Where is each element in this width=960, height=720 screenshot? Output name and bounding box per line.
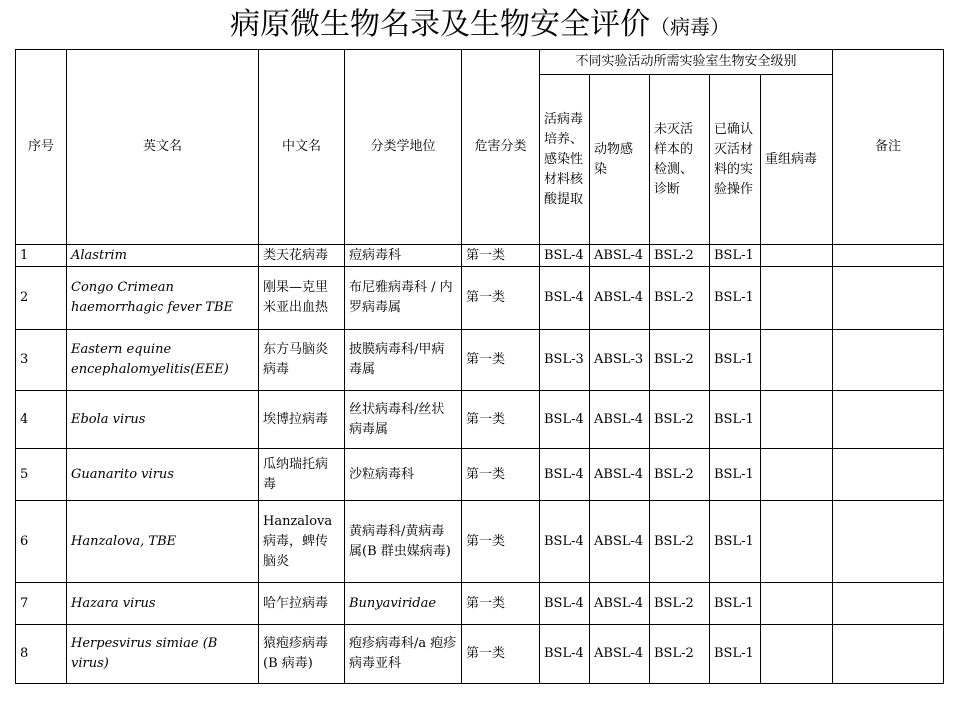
table-body: [16, 245, 944, 684]
header-taxonomy: 分类学地位: [345, 50, 462, 245]
table-row: [16, 245, 944, 267]
table-row: [16, 391, 944, 449]
cell-no: 2: [16, 267, 67, 330]
cell-taxonomy: 沙粒病毒科: [345, 449, 462, 501]
cell-no: 1: [16, 245, 67, 267]
cell-recombinant: [761, 330, 833, 391]
cell-recombinant: [761, 267, 833, 330]
cell-taxonomy: Bunyaviridae: [345, 583, 462, 625]
cell-english-name: Congo Crimean haemorrhagic fever TBE: [67, 267, 259, 330]
cell-no: 7: [16, 583, 67, 625]
cell-hazard: 第一类: [462, 391, 540, 449]
cell-inactivated: BSL-2: [650, 330, 710, 391]
page-title: [0, 4, 960, 48]
cell-recombinant: [761, 583, 833, 625]
cell-remarks: [833, 267, 944, 330]
table-row: [16, 449, 944, 501]
cell-remarks: [833, 501, 944, 583]
cell-confirmed: BSL-1: [710, 501, 761, 583]
cell-no: 5: [16, 449, 67, 501]
cell-confirmed: BSL-1: [710, 391, 761, 449]
header-chinese-name: 中文名: [259, 50, 345, 245]
cell-english-name: Hanzalova, TBE: [67, 501, 259, 583]
cell-recombinant: [761, 391, 833, 449]
header-confirmed-inactivated: 已确认灭活材料的实验操作: [710, 75, 761, 245]
cell-inactivated: BSL-2: [650, 449, 710, 501]
cell-remarks: [833, 449, 944, 501]
cell-taxonomy: 黄病毒科/黄病毒属(B 群虫媒病毒): [345, 501, 462, 583]
title-subtitle: （病毒）: [650, 15, 730, 39]
header-inactivated-sample: 未灭活样本的检测、诊断: [650, 75, 710, 245]
cell-inactivated: BSL-2: [650, 501, 710, 583]
cell-inactivated: BSL-2: [650, 245, 710, 267]
cell-remarks: [833, 625, 944, 684]
cell-inactivated: BSL-2: [650, 391, 710, 449]
cell-confirmed: BSL-1: [710, 267, 761, 330]
cell-recombinant: [761, 625, 833, 684]
cell-taxonomy: 痘病毒科: [345, 245, 462, 267]
cell-remarks: [833, 245, 944, 267]
cell-no: 8: [16, 625, 67, 684]
cell-remarks: [833, 391, 944, 449]
cell-culture: BSL-4: [540, 501, 590, 583]
cell-hazard: 第一类: [462, 245, 540, 267]
cell-animal: ABSL-4: [590, 583, 650, 625]
cell-animal: ABSL-4: [590, 245, 650, 267]
cell-culture: BSL-4: [540, 391, 590, 449]
header-culture: 活病毒培养、感染性材料核酸提取: [540, 75, 590, 245]
cell-chinese-name: 刚果—克里米亚出血热: [259, 267, 345, 330]
cell-culture: BSL-4: [540, 245, 590, 267]
cell-taxonomy: 疱疹病毒科/a 疱疹病毒亚科: [345, 625, 462, 684]
cell-culture: BSL-4: [540, 449, 590, 501]
table-row: [16, 501, 944, 583]
table-row: [16, 625, 944, 684]
cell-chinese-name: 猿疱疹病毒(B 病毒): [259, 625, 345, 684]
cell-english-name: Herpesvirus simiae (B virus): [67, 625, 259, 684]
cell-chinese-name: 哈乍拉病毒: [259, 583, 345, 625]
cell-animal: ABSL-4: [590, 267, 650, 330]
cell-hazard: 第一类: [462, 625, 540, 684]
cell-animal: ABSL-4: [590, 501, 650, 583]
cell-animal: ABSL-4: [590, 391, 650, 449]
cell-chinese-name: 类天花病毒: [259, 245, 345, 267]
cell-culture: BSL-4: [540, 267, 590, 330]
cell-recombinant: [761, 245, 833, 267]
cell-remarks: [833, 330, 944, 391]
cell-inactivated: BSL-2: [650, 625, 710, 684]
header-lab-level-group: 不同实验活动所需实验室生物安全级别: [540, 50, 833, 75]
cell-no: 4: [16, 391, 67, 449]
cell-no: 3: [16, 330, 67, 391]
title-main: 病原微生物名录及生物安全评价: [230, 7, 650, 42]
cell-hazard: 第一类: [462, 267, 540, 330]
header-english-name: 英文名: [67, 50, 259, 245]
cell-chinese-name: 埃博拉病毒: [259, 391, 345, 449]
header-animal-infection: 动物感染: [590, 75, 650, 245]
cell-animal: ABSL-4: [590, 625, 650, 684]
cell-taxonomy: 丝状病毒科/丝状病毒属: [345, 391, 462, 449]
header-remarks: 备注: [833, 50, 944, 245]
cell-confirmed: BSL-1: [710, 583, 761, 625]
cell-confirmed: BSL-1: [710, 625, 761, 684]
table-row: [16, 330, 944, 391]
cell-taxonomy: 布尼雅病毒科 / 内罗病毒属: [345, 267, 462, 330]
table-row: [16, 583, 944, 625]
cell-english-name: Alastrim: [67, 245, 259, 267]
header-recombinant: 重组病毒: [761, 75, 833, 245]
cell-confirmed: BSL-1: [710, 245, 761, 267]
cell-english-name: Hazara virus: [67, 583, 259, 625]
table-header: [16, 50, 944, 245]
cell-english-name: Guanarito virus: [67, 449, 259, 501]
cell-remarks: [833, 583, 944, 625]
pathogen-table: [15, 49, 944, 684]
table-row: [16, 267, 944, 330]
cell-english-name: Ebola virus: [67, 391, 259, 449]
cell-culture: BSL-3: [540, 330, 590, 391]
cell-no: 6: [16, 501, 67, 583]
cell-confirmed: BSL-1: [710, 330, 761, 391]
cell-chinese-name: Hanzalova病毒，蜱传脑炎: [259, 501, 345, 583]
cell-culture: BSL-4: [540, 583, 590, 625]
cell-confirmed: BSL-1: [710, 449, 761, 501]
header-seq: 序号: [16, 50, 67, 245]
cell-hazard: 第一类: [462, 501, 540, 583]
header-hazard-class: 危害分类: [462, 50, 540, 245]
cell-inactivated: BSL-2: [650, 583, 710, 625]
cell-chinese-name: 瓜纳瑞托病毒: [259, 449, 345, 501]
cell-hazard: 第一类: [462, 330, 540, 391]
cell-animal: ABSL-3: [590, 330, 650, 391]
cell-chinese-name: 东方马脑炎病毒: [259, 330, 345, 391]
cell-hazard: 第一类: [462, 583, 540, 625]
cell-english-name: Eastern equine encephalomyelitis(EEE): [67, 330, 259, 391]
cell-taxonomy: 披膜病毒科/甲病毒属: [345, 330, 462, 391]
cell-inactivated: BSL-2: [650, 267, 710, 330]
cell-animal: ABSL-4: [590, 449, 650, 501]
cell-recombinant: [761, 449, 833, 501]
cell-recombinant: [761, 501, 833, 583]
cell-culture: BSL-4: [540, 625, 590, 684]
cell-hazard: 第一类: [462, 449, 540, 501]
